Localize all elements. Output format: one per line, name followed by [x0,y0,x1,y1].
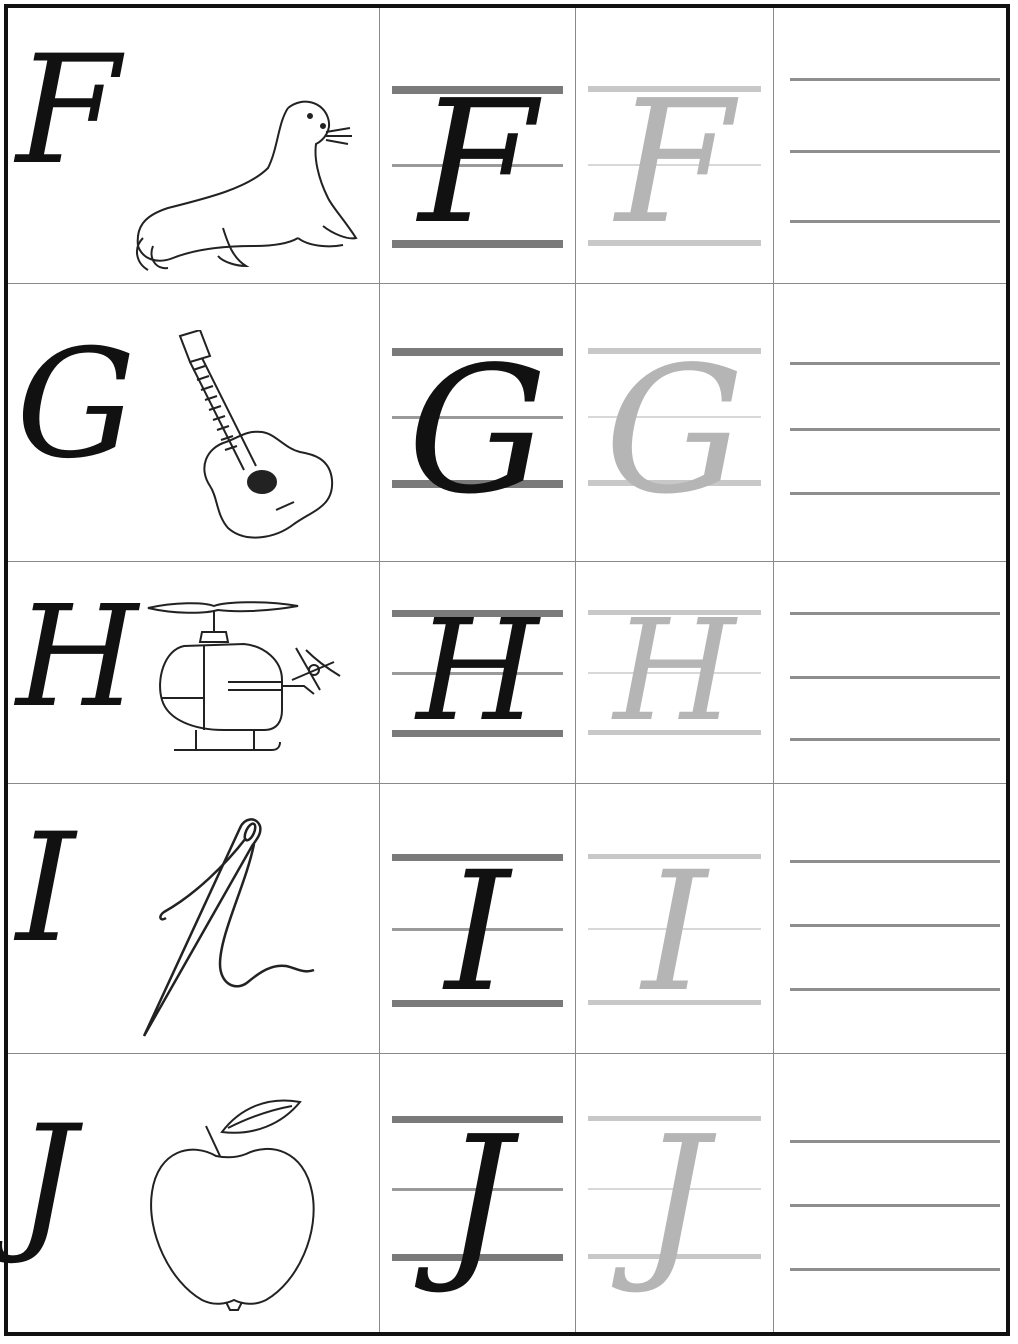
trace-cell-light [576,284,774,562]
trace-letter-light: F [615,64,734,262]
apple-icon [144,1092,324,1314]
writing-cell[interactable] [774,1054,1006,1332]
trace-letter-dark: J [443,1100,512,1298]
seal-icon [128,88,363,273]
row-f [8,8,1006,284]
model-letter: I [16,802,76,976]
writing-cell[interactable] [774,8,1006,284]
model-letter: J [16,1094,77,1268]
model-cell [8,562,380,784]
needle-icon [136,814,321,1044]
helicopter-icon [144,590,344,775]
trace-cell-dark [380,562,576,784]
model-letter: F [16,24,121,198]
trace-letter-light: G [604,330,745,533]
writing-cell[interactable] [774,562,1006,784]
trace-cell-light [576,784,774,1054]
row-g [8,284,1006,562]
trace-letter-dark: I [444,836,511,1028]
trace-cell-light [576,8,774,284]
model-cell [8,8,380,284]
trace-letter-dark: F [418,64,537,262]
writing-cell[interactable] [774,284,1006,562]
trace-letter-light: H [613,590,736,753]
trace-cell-light [576,562,774,784]
model-cell [8,784,380,1054]
trace-letter-light: J [640,1100,709,1298]
row-i [8,784,1006,1054]
trace-letter-dark: H [416,590,539,753]
worksheet [4,4,1010,1336]
model-letter: H [16,576,139,739]
trace-cell-dark [380,784,576,1054]
trace-letter-dark: G [407,330,548,533]
trace-cell-dark [380,284,576,562]
trace-cell-dark [380,1054,576,1332]
model-cell [8,284,380,562]
trace-cell-dark [380,8,576,284]
model-letter: G [16,318,136,492]
writing-cell[interactable] [774,784,1006,1054]
trace-letter-light: I [641,836,708,1028]
row-h [8,562,1006,784]
row-j [8,1054,1006,1332]
model-cell [8,1054,380,1332]
guitar-icon [166,330,341,545]
trace-cell-light [576,1054,774,1332]
